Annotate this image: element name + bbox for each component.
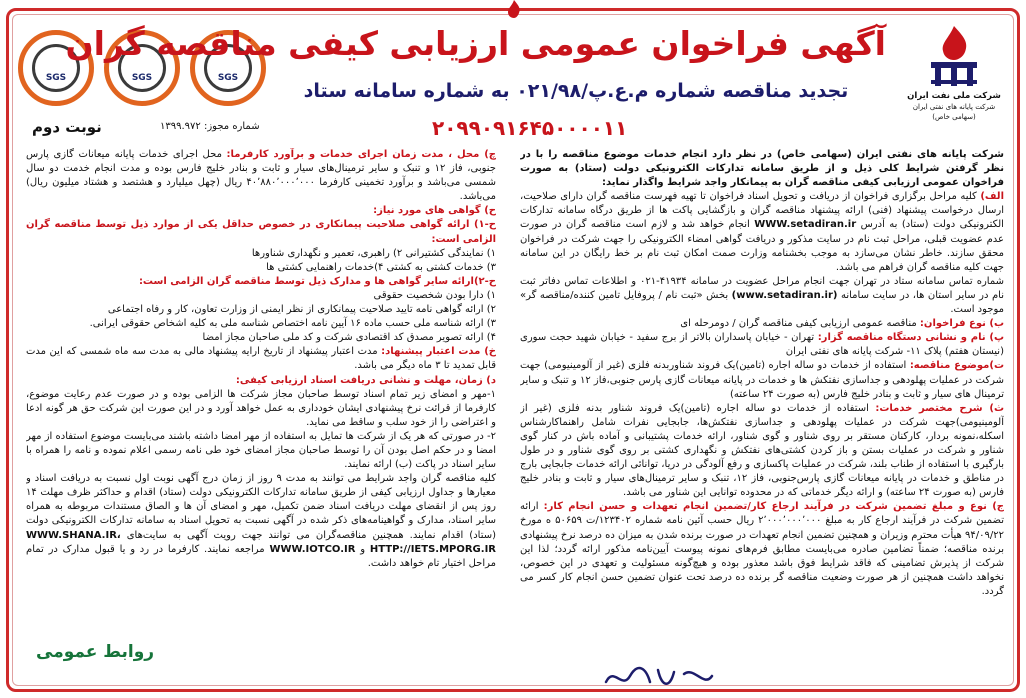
left-column xyxy=(26,148,496,658)
page-title: آگهی فراخوان عمومی ارزیابی کیفی مناقصه گران xyxy=(65,24,886,63)
list-item: ۳) ارائه شناسه ملی حسب ماده ۱۶ آیین نامه اختصاص شناسه ملی به کلیه اشخاص حقوقی ایرانی. xyxy=(89,318,496,330)
signature-public-relations: روابط عمومی xyxy=(36,642,155,662)
list-item: ۴) ارائه تصویر مصدق کد اقتصادی شرکت و کد ملی صاحبان مجاز امضا xyxy=(202,332,496,344)
section-che: چ) محل ، مدت زمان اجرای خدمات و برآورد کارفرما: محل اجرای خدمات پایانه میعانات گازی پارس جنوبی، فاز ۱۲ و تنبک و سایر ترمینال‌های سیار و ثابت و بنادر خلیج فارس بوده و مدت انجام خدمت دو سال شمسی می‌باشد و برآورد تخمینی کارفرما ۴۰٬۸۸۰٬۰۰۰٬۰۰۰ ریال (چهل میلیارد و هشتصد و هشتاد میلیون ریال) می‌باشد. xyxy=(26,149,496,203)
section-pe: پ) نام و نشانی دستگاه مناقصه گزار: تهران - خیابان پاسداران بالاتر از برج سفید - خیابان شهید حجت سوری (نیستان هفتم) پلاک ۱۱- شرکت پایانه های نفتی ایران xyxy=(520,332,1004,358)
sgs-seal-icon: SGS xyxy=(18,30,94,106)
section-kh: خ) مدت اعتبار پیشنهاد: مدت اعتبار پیشنهاد از تاریخ ارایه پیشنهاد مالی به مدت سه ماه شمسی که این مدت قابل تمدید تا ۳ ماه دیگر می باشد. xyxy=(26,346,496,372)
setad-link[interactable]: WWW.setadiran.ir xyxy=(754,219,857,231)
company-logo xyxy=(904,24,1004,122)
registration-paragraph: شماره تماس سامانه ستاد در تهران جهت انجام مراحل عضویت در سامانه ۴۱۹۳۴-۰۲۱ و اطلاعات تماس دفاتر ثبت نام در سایر استان ها، در سایت سامانه (www.setadiran.ir) بخش «ثبت نام / پروفایل تامین کننده/مناقصه گر» موجود است. xyxy=(520,275,1004,316)
list-item: ۲) ارائه گواهی نامه تایید صلاحیت پیمانکاری از نظر ایمنی از وزارت تعاون، کار و رفاه اجتماعی xyxy=(107,304,496,316)
intro-paragraph: شرکت پایانه های نفتی ایران (سهامی خاص) در نظر دارد انجام خدمات موضوع مناقصه را با در نظر گرفتن شرایط کلی ذیل و از طریق سامانه تدارکات الکترونیکی دولت (ستاد) به صورت فراخوان عمومی ارزیابی کیفی مناقصه گران به پیمانکار واجد شرایط واگذار نماید: xyxy=(520,149,1004,189)
iotco-link[interactable]: WWW.IOTCO.IR xyxy=(269,543,356,555)
section-he1: ح-۱) ارائه گواهی صلاحیت پیمانکاری در خصوص حداقل یکی از موارد ذیل توسط مناقصه گران الزامی است: xyxy=(26,219,496,245)
sgs-seal-icon: SGS xyxy=(190,30,266,106)
section-d: د) زمان، مهلت و نشانی دریافت اسناد ارزیابی کیفی: xyxy=(235,374,496,386)
tender-number: ۲۰۹۹۰۹۱۶۴۵۰۰۰۰۱۱ xyxy=(432,116,628,140)
section-d-1: ۱-مهر و امضای زیر تمام اسناد توسط صاحبان مجاز شرکت ها الزامی بوده و در صورت عدم رعایت موضوع، کارفرما از قرائت نرخ پیشنهادی ایشان خودداری به عمل خواهد آورد و در این صورت این شرکت حق هر گونه ادعا و اعتراضی را از خود سلب و ساقط می نماید. xyxy=(26,388,496,428)
list-item: ۳) خدمات کشتی به کشتی ۴)خدمات راهنمایی کشتی ها xyxy=(266,261,496,273)
nioc-emblem-icon xyxy=(925,24,983,88)
section-be: ب) نوع فراخوان: مناقصه عمومی ارزیابی کیفی مناقصه گران / دومرحله ای xyxy=(680,318,1004,330)
company-sub2: (سهامی خاص) xyxy=(932,113,976,121)
company-sub: شرکت پایانه های نفتی ایران xyxy=(912,103,996,111)
page-subtitle: تجدید مناقصه شماره م.ع.پ/۰۲۱/۹۸ به شماره سامانه ستاد xyxy=(303,80,849,102)
section-d-2: ۲- در صورتی که هر یک از شرکت ها تمایل به استفاده از مهر امضا داشته باشند می‌بایست موضوع استفاده از مهر امضا و در حکم اصل بودن آن را توسط صاحبان مجاز امضای خود طی نامه رسمی اعلام نموده و نامه را همراه با سایر اسناد در پاکت (ب) ارائه نمایند. xyxy=(26,430,496,471)
company-name: شرکت ملی نفت ایران xyxy=(907,91,1001,101)
right-column xyxy=(520,148,1004,678)
list-item: ۱) دارا بودن شخصیت حقوقی xyxy=(373,289,496,301)
section-alef: الف) کلیه مراحل برگزاری فراخوان از دریافت و تحویل اسناد فراخوان تا تهیه فهرست مناقصه گران دارای صلاحیت، ارسال درخواست پیشنهاد (فنی) ارائه پیشنهاد مناقصه گران و بازگشایی پاکت ها از طریق درگاه سامانه تدارکات الکترونیکی دولت (ستاد) به آدرس WWW.setadiran.ir انجام خواهد شد و لازم است مناقصه گران در صورت عدم عضویت قبلی، مراحل ثبت نام در سایت مذکور و دریافت گواهی امضاء الکترونیکی را جهت شرکت در فراخوان محقق سازند. خاطر نشان می‌سازد به موجب بخشنامه وزارت صمت امکان ثبت نام بر خط رایگان در این سامانه جهت کلیه مناقصه گران فراهم می باشد. xyxy=(520,191,1004,273)
shana-links[interactable]: WWW.SHANA.IR، HTTP://IETS.MPORG.IR xyxy=(26,529,496,555)
section-he: ح) گواهی های مورد نیاز: xyxy=(373,205,496,217)
final-paragraph: کلیه مناقصه گران واجد شرایط می توانند به مدت ۹ روز از زمان درج آگهی نوبت اول نسبت به دریافت اسناد و معیارها و جداول ارزیابی کیفی از طریق سامانه تدارکات الکترونیکی دولت (ستاد) اقدام و حداکثر ظرف مهلت ۱۴ روز پس از انقضای مهلت دریافت اسناد ضمن تکمیل، مهر و امضای آن ها و الصاق مستندات مربوطه به همراه سایر اسناد، مدارک و گواهینامه‌های ذکر شده در آگهی نسبت به تحویل اسناد به سامانه تدارکات الکترونیکی دولت (ستاد) اقدام نمایند. همچنین مناقصه‌گران می توانند جهت رویت آگهی به سایت‌های WWW.SHANA.IR، HTTP://IETS.MPORG.IR و WWW.IOTCO.IR مراجعه نمایند. کارفرما در رد و یا قبول مدارک در تمام مراحل اختیار تام خواهد داشت. xyxy=(26,473,496,569)
list-item: ۱) نمایندگی کشتیرانی ۲) راهبری، تعمیر و نگهداری شناورها xyxy=(251,247,496,259)
permit-number: شماره مجوز: ۱۳۹۹.۹۷۲ xyxy=(160,121,260,132)
handwritten-mark-icon xyxy=(600,662,720,692)
section-te: ت)موضوع مناقصه: استفاده از خدمات دو ساله اجاره (تامین)یک فروند شناوربدنه فلزی (غیر از آلومینیومی) جهت شرکت در عملیات پهلودهی و جداسازی نفتکش ها و خدمات در پایانه میعانات گازی پارس جنوبی،فاز ۱۲ و تنبک و سایر ترمینال های سیار و ثابت و بنادر خلیج فارس (به صورت ۲۴ ساعته) xyxy=(520,360,1004,400)
round-label: نوبت دوم xyxy=(32,118,102,136)
section-je: ج) نوع و مبلغ تضمین شرکت در فرآیند ارجاع کار/تضمین انجام تعهدات و حسن انجام کار: ارائه تضمین شرکت در فرآیند ارجاع کار به مبلغ ۲٬۰۰۰٬۰۰۰٬۰۰۰ ریال حسب آئین نامه شماره ۱۲۳۴۰۲/ت ۵۰۶۵۹ ه مورخ ۹۴/۰۹/۲۲ هیأت محترم وزیران و همچنین تضمین انجام تعهدات در صورت برنده شدن به میزان ده درصد نرخ پیشنهادی برنده مناقصه؛ ضمناً تضامین صادره می‌بایست مطابق فرم‌های نمونه پیوست آیین‌نامه مذکور ارائه گردد؛ لذا این شرکت از پذیرش تضامینی که فاقد شرایط فوق باشد معذور بوده و هیچ‌گونه مسئولیت و تعهدی در این خصوص، نخواهد داشت همچنین از هر صورت وضعیت مناقصه گر برنده ده درصد تحت عنوان تضمین حسن انجام کار کسر می گردد. xyxy=(520,501,1004,597)
sgs-seal-icon: SGS xyxy=(104,30,180,106)
flame-icon xyxy=(506,0,522,18)
section-se: ث) شرح مختصر خدمات: استفاده از خدمات دو ساله اجاره (تامین)یک فروند شناور بدنه فلزی (غیر از آلومینیومی)جهت شرکت در عملیات پهلودهی و جداسازی نفتکش‌ها، جابجایی نفرات شامل راهنماکارشناس اسکله،نمونه بردار، کارکنان مستقر بر روی شناور و گوی شناور، ارائه خدمات پشتیبانی و آماده باش در کنار گوی شناور و شرکت در عملیات بستن و باز کردن کشتی‌های نفتکش و نگهداری کشتی بر روی گوی شناور و در طول بارگیری با استفاده از طناب بلند، شرکت در عملیات پاکسازی و رفع آلودگی در دریا، توانائی ارائه خدمات جابجایی بارج در مناطق و خدمات در پایانه میعانات گازی پارس‌جنوبی، فاز ۱۲، تنبک و سایر ترمینال‌های سیار و ثابت و بنادر خلیج فارس (به صورت ۲۴ ساعته) و ارائه دیگر خدماتی که در محدوده توانایی این شناور می باشد. xyxy=(520,402,1004,499)
section-he2: ح-۲)ارائه سایر گواهی ها و مدارک ذیل توسط مناقصه گران الزامی است: xyxy=(138,275,496,287)
setad-link-2[interactable]: (www.setadiran.ir) xyxy=(731,289,838,301)
